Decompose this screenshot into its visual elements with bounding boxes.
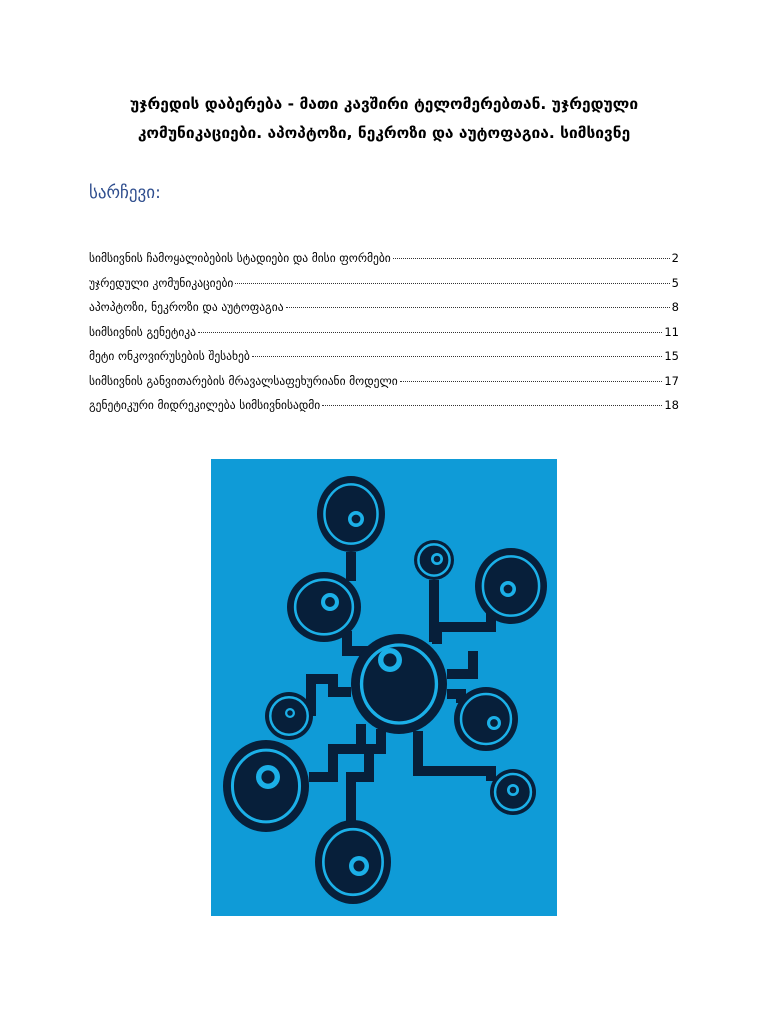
toc-entry[interactable] [89,398,679,423]
toc-entry[interactable] [89,276,679,301]
cell [265,692,313,740]
toc-entry-title: სიმსივნის ჩამოყალიბების სტადიები და მისი ფორმები [89,251,391,265]
toc-entry[interactable] [89,374,679,399]
cell [317,476,385,552]
cell-nucleus-core [261,770,274,783]
toc-entry-title: უჯრედული კომუნიკაციები [89,275,234,290]
cell [315,820,391,904]
cell [490,769,536,815]
toc-leader-dots [393,258,670,259]
cell-membrane [351,634,447,734]
cell-nucleus-core [354,861,365,872]
cell-network-illustration [211,459,557,916]
toc-entry-page: 5 [671,275,679,290]
cell-membrane [454,687,518,751]
toc-entry-title: გენეტიკური მიდრეკილება სიმსივნისადმი [89,398,321,412]
cell-nucleus-core [383,653,396,666]
toc-leader-dots [286,307,670,308]
cell-nucleus-core [490,719,498,727]
page-title: უჯრედის დაბერება - მათი კავშირი ტელომერებთან. უჯრედული კომუნიკაციები. აპოპტოზი, ნეკროზი და აუტოფაგია. სიმსივნე [129,95,639,142]
toc-entry-page: 17 [664,373,679,388]
toc-leader-dots [235,283,669,284]
toc-heading: სარჩევი: [89,183,161,203]
cell [454,687,518,751]
toc-leader-dots [252,356,663,357]
toc-entry-page: 18 [664,398,679,412]
toc-leader-dots [322,405,662,406]
toc-entry-page: 11 [664,324,679,339]
cell-nucleus-core [325,597,335,607]
cell-nucleus-core [352,515,361,524]
cell [223,740,309,832]
cell-network-drawing [211,459,557,916]
toc-entry[interactable] [89,300,679,325]
cell [287,572,361,642]
toc-entry[interactable] [89,325,679,350]
toc-entry-title: მეტი ონკოვირუსების შესახებ [89,349,250,363]
cell-nucleus-core [287,710,293,716]
toc-entry[interactable] [89,251,679,276]
cell [351,634,447,734]
toc-leader-dots [198,332,662,333]
toc-entry-page: 2 [671,251,679,265]
table-of-contents [89,251,679,423]
cell [475,548,547,624]
toc-entry[interactable] [89,349,679,374]
cell-nucleus-core [504,585,513,594]
toc-entry-page: 15 [664,349,679,363]
toc-entry-title: სიმსივნის გენეტიკა [89,324,197,339]
cell [414,540,454,580]
toc-entry-title: სიმსივნის განვითარების მრავალსაფეხურიანი მოდელი [89,373,398,388]
cell-nucleus-core [510,787,517,794]
toc-entry-page: 8 [671,300,679,314]
toc-entry-title: აპოპტოზი, ნეკროზი და აუტოფაგია [89,300,284,314]
cell-nucleus-core [434,556,441,563]
toc-leader-dots [400,381,663,382]
